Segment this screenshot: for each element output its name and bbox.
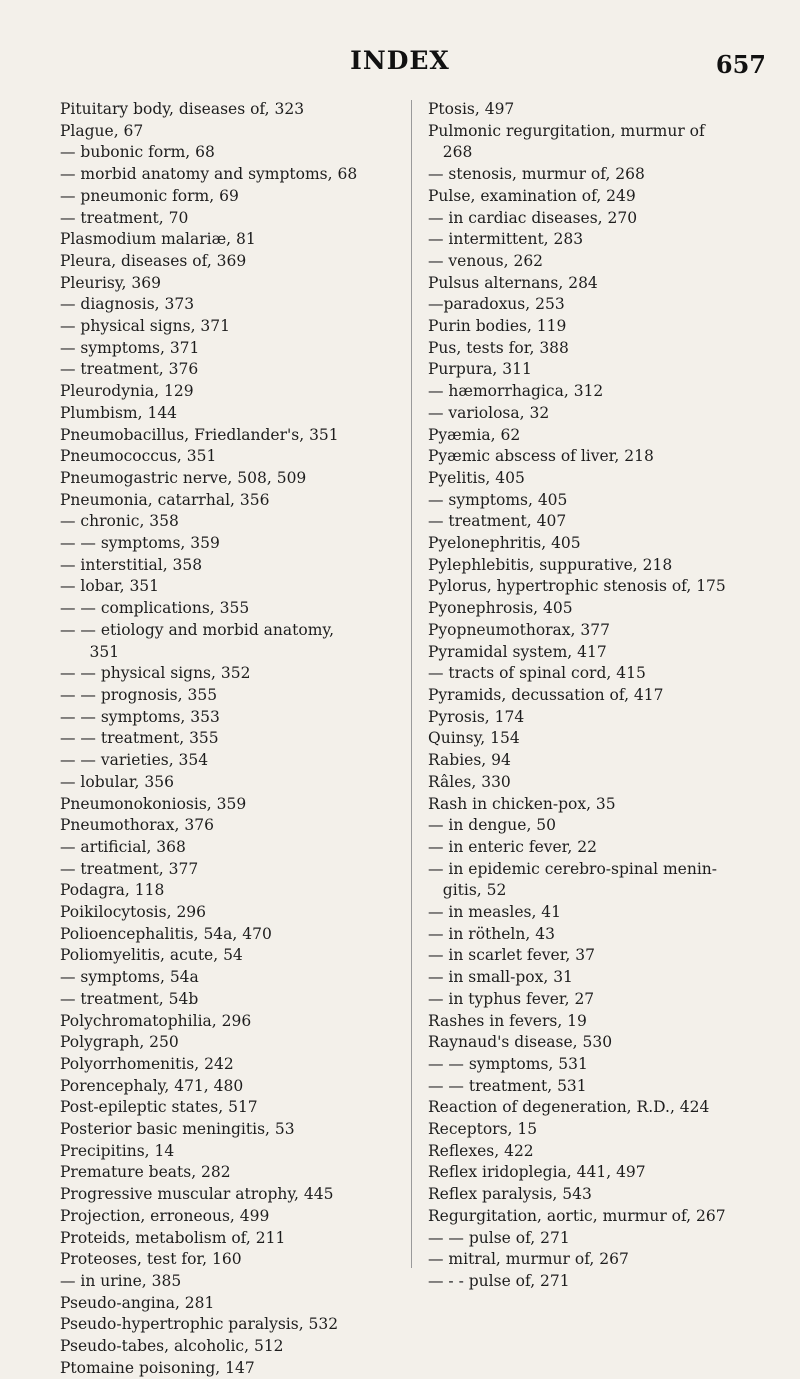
- index-entry: Pyæmia, 62: [428, 425, 521, 444]
- index-entry: — — etiology and morbid anatomy,: [60, 620, 335, 639]
- index-entry: — venous, 262: [428, 251, 544, 270]
- index-entry: Pyramids, decussation of, 417: [428, 685, 664, 704]
- index-entry: Pylorus, hypertrophic stenosis of, 175: [428, 577, 726, 596]
- index-entry: Quinsy, 154: [428, 729, 520, 748]
- index-entry: — in rötheln, 43: [428, 924, 555, 943]
- index-entry: — treatment, 70: [60, 208, 189, 227]
- index-entry: 268: [428, 143, 473, 162]
- index-entry: — morbid anatomy and symptoms, 68: [60, 165, 358, 184]
- index-entry: Pneumococcus, 351: [60, 447, 217, 466]
- index-entry: — in measles, 41: [428, 903, 562, 922]
- index-entry: Pneumonokoniosis, 359: [60, 794, 247, 813]
- index-entry: Regurgitation, aortic, murmur of, 267: [428, 1206, 726, 1225]
- index-entry: Rash in chicken-pox, 35: [428, 794, 616, 813]
- index-entry: — intermittent, 283: [428, 230, 584, 249]
- index-entry: — symptoms, 371: [60, 338, 200, 357]
- index-entry: — mitral, murmur of, 267: [428, 1250, 629, 1269]
- index-entry: Reflexes, 422: [428, 1141, 534, 1160]
- index-entry: Pleura, diseases of, 369: [60, 251, 247, 270]
- index-entry: — — treatment, 355: [60, 729, 219, 748]
- index-entry: Purin bodies, 119: [428, 317, 567, 336]
- index-entry: — — symptoms, 359: [60, 534, 220, 553]
- index-entry: — in scarlet fever, 37: [428, 946, 595, 965]
- index-entry: Polychromatophilia, 296: [60, 1011, 252, 1030]
- index-entry: — — symptoms, 353: [60, 707, 220, 726]
- index-entry: — in small-pox, 31: [428, 968, 573, 987]
- index-entry: — treatment, 407: [428, 512, 567, 531]
- index-entry: Rashes in fevers, 19: [428, 1011, 587, 1030]
- index-entry: Pylephlebitis, suppurative, 218: [428, 555, 673, 574]
- index-entry: Pneumogastric nerve, 508, 509: [60, 468, 307, 487]
- index-entry: — in urine, 385: [60, 1271, 182, 1290]
- index-entry: — treatment, 376: [60, 360, 199, 379]
- index-entry: Post-epileptic states, 517: [60, 1098, 258, 1117]
- index-entry: — lobular, 356: [60, 772, 174, 791]
- page-number: 657: [715, 50, 766, 79]
- index-column-right: [428, 99, 768, 1293]
- index-entry: — — complications, 355: [60, 599, 250, 618]
- index-entry: Pyrosis, 174: [428, 707, 525, 726]
- index-entry: Progressive muscular atrophy, 445: [60, 1185, 334, 1204]
- index-entry: — bubonic form, 68: [60, 143, 215, 162]
- index-entry: Porencephaly, 471, 480: [60, 1076, 244, 1095]
- index-entry: — hæmorrhagica, 312: [428, 382, 604, 401]
- index-entry: — — symptoms, 531: [428, 1054, 588, 1073]
- index-entry: Pneumothorax, 376: [60, 816, 214, 835]
- index-column-left: [60, 99, 390, 1379]
- index-entry: — in enteric fever, 22: [428, 837, 597, 856]
- index-entry: Pneumobacillus, Friedlander's, 351: [60, 425, 339, 444]
- index-entry: Poikilocytosis, 296: [60, 903, 207, 922]
- index-entry: Receptors, 15: [428, 1120, 538, 1139]
- index-entry: Projection, erroneous, 499: [60, 1206, 270, 1225]
- index-entry: Pituitary body, diseases of, 323: [60, 100, 305, 118]
- index-entry: Ptosis, 497: [428, 100, 515, 118]
- index-entry: Pseudo-hypertrophic paralysis, 532: [60, 1315, 339, 1334]
- index-entry: Pulse, examination of, 249: [428, 186, 636, 205]
- index-entry: Pyelitis, 405: [428, 468, 525, 487]
- index-entry: — in epidemic cerebro-spinal menin-: [428, 859, 718, 878]
- index-entry: Pneumonia, catarrhal, 356: [60, 490, 270, 509]
- index-entry: — — pulse of, 271: [428, 1228, 570, 1247]
- index-entry: Plague, 67: [60, 121, 144, 140]
- index-entry: — symptoms, 405: [428, 490, 568, 509]
- index-entry: Poliomyelitis, acute, 54: [60, 946, 243, 965]
- index-entry: — in cardiac diseases, 270: [428, 208, 638, 227]
- index-entry: Polygraph, 250: [60, 1033, 179, 1052]
- index-entry: Proteoses, test for, 160: [60, 1250, 242, 1269]
- index-entry: — physical signs, 371: [60, 317, 231, 336]
- index-entry: — interstitial, 358: [60, 555, 203, 574]
- page-header-title: INDEX: [350, 46, 450, 75]
- index-entry: Pyramidal system, 417: [428, 642, 607, 661]
- index-entry: Râles, 330: [428, 772, 511, 791]
- index-entry: Ptomaine poisoning, 147: [60, 1358, 255, 1377]
- index-entry: Pyopneumothorax, 377: [428, 620, 610, 639]
- index-entry: Proteids, metabolism of, 211: [60, 1228, 286, 1247]
- index-entry: — symptoms, 54a: [60, 968, 199, 987]
- index-entry: Pseudo-angina, 281: [60, 1293, 215, 1312]
- index-entry: — lobar, 351: [60, 577, 160, 596]
- index-entry: Pulsus alternans, 284: [428, 273, 598, 292]
- index-entry: Plasmodium malariæ, 81: [60, 230, 256, 249]
- index-entry: — — physical signs, 352: [60, 664, 251, 683]
- index-entry: Polioencephalitis, 54a, 470: [60, 924, 272, 943]
- index-entry: — in typhus fever, 27: [428, 989, 595, 1008]
- index-entry: — diagnosis, 373: [60, 295, 195, 314]
- index-entry: Pleurodynia, 129: [60, 382, 194, 401]
- index-entry: Reaction of degeneration, R.D., 424: [428, 1098, 710, 1117]
- index-entry: Pyonephrosis, 405: [428, 599, 573, 618]
- index-entry: Pyæmic abscess of liver, 218: [428, 447, 654, 466]
- index-entry: — variolosa, 32: [428, 403, 550, 422]
- index-entry: — — prognosis, 355: [60, 685, 218, 704]
- index-entry: Plumbism, 144: [60, 403, 178, 422]
- index-entry: Precipitins, 14: [60, 1141, 175, 1160]
- index-entry: — artificial, 368: [60, 837, 186, 856]
- index-entry: gitis, 52: [428, 881, 507, 900]
- index-entry: Pseudo-tabes, alcoholic, 512: [60, 1337, 284, 1356]
- index-entry: —paradoxus, 253: [428, 295, 565, 314]
- column-divider: [411, 100, 412, 1268]
- index-entry: Podagra, 118: [60, 881, 165, 900]
- index-entry: Raynaud's disease, 530: [428, 1033, 613, 1052]
- index-entry: Purpura, 311: [428, 360, 532, 379]
- index-entry: — in dengue, 50: [428, 816, 557, 835]
- index-entry: — - - pulse of, 271: [428, 1271, 570, 1290]
- index-entry: — chronic, 358: [60, 512, 179, 531]
- index-entry: — tracts of spinal cord, 415: [428, 664, 646, 683]
- index-entry: — pneumonic form, 69: [60, 186, 239, 205]
- index-entry: Pleurisy, 369: [60, 273, 161, 292]
- index-entry: 351: [60, 642, 120, 661]
- index-entry: Pulmonic regurgitation, murmur of: [428, 121, 705, 140]
- index-entry: Reflex iridoplegia, 441, 497: [428, 1163, 646, 1182]
- index-entry: Pyelonephritis, 405: [428, 534, 581, 553]
- index-entry: — stenosis, murmur of, 268: [428, 165, 645, 184]
- index-entry: Posterior basic meningitis, 53: [60, 1120, 295, 1139]
- index-entry: — treatment, 377: [60, 859, 199, 878]
- index-entry: Polyorrhomenitis, 242: [60, 1054, 234, 1073]
- index-entry: Pus, tests for, 388: [428, 338, 569, 357]
- index-entry: Premature beats, 282: [60, 1163, 231, 1182]
- index-entry: Reflex paralysis, 543: [428, 1185, 592, 1204]
- index-entry: Rabies, 94: [428, 751, 511, 770]
- index-entry: — treatment, 54b: [60, 989, 199, 1008]
- index-entry: — — varieties, 354: [60, 751, 209, 770]
- index-entry: — — treatment, 531: [428, 1076, 587, 1095]
